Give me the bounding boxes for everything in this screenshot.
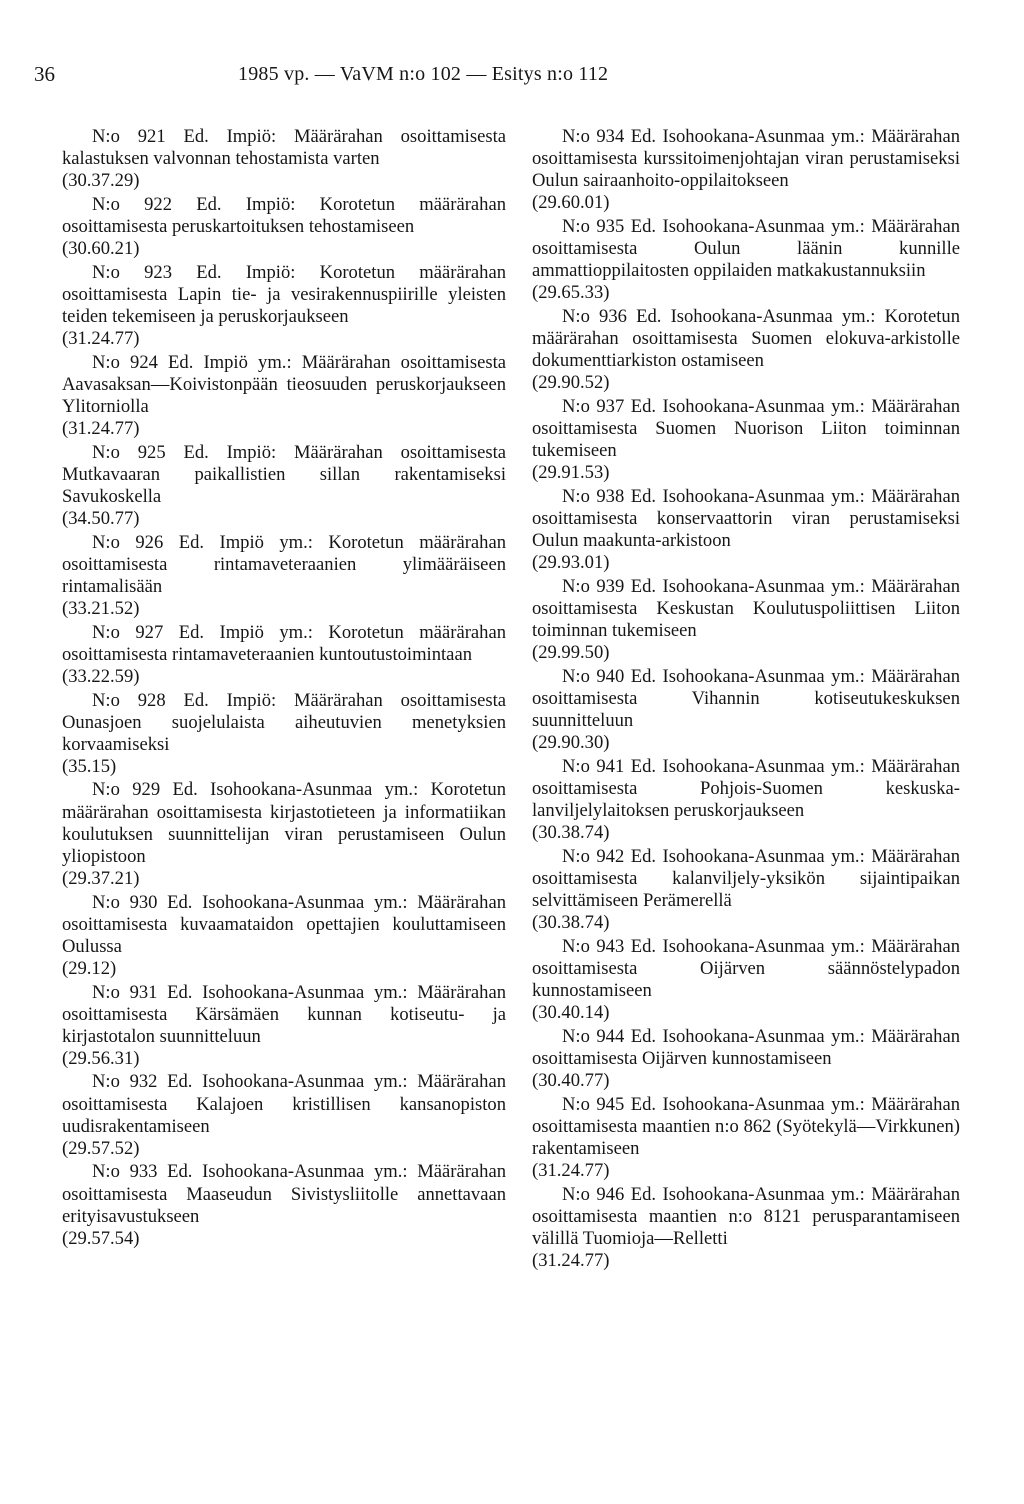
- entry-text: N:o 942 Ed. Isohookana-Asunmaa ym.: Määrärahan osoittamisesta kalanviljely-yksikön sijaintipaikan selvittämiseen Perämerellä: [532, 845, 960, 911]
- entry-930: [62, 892, 506, 980]
- entry-939: [532, 576, 960, 664]
- entry-text: N:o 928 Ed. Impiö: Määrärahan osoittamisesta Ounasjoen suojelulaista aiheutuvien menetyksien korvaamiseksi: [62, 689, 506, 755]
- entry-933: [62, 1161, 506, 1249]
- entry-945: [532, 1094, 960, 1182]
- entry-text: N:o 938 Ed. Isohookana-Asunmaa ym.: Määrärahan osoittamisesta konservaattorin viran perustamiseksi Oulun maakunta-arkistoon: [532, 485, 960, 552]
- entry-text: N:o 946 Ed. Isohookana-Asunmaa ym.: Määrärahan osoittamisesta maantien n:o 8121 perusparantamiseen välillä Tuomioja—Relletti: [532, 1183, 960, 1249]
- entry-text: N:o 922 Ed. Impiö: Korotetun määrärahan osoittamisesta peruskartoituksen tehostamiseen: [62, 193, 506, 237]
- entry-code: (30.38.74): [532, 822, 610, 844]
- entry-928: [62, 690, 506, 778]
- entry-926: [62, 532, 506, 620]
- entry-text: N:o 943 Ed. Isohookana-Asunmaa ym.: Määrärahan osoittamisesta Oijärven säännöstelypadon kunnostamiseen: [532, 935, 960, 1001]
- entry-code: (30.37.29): [62, 170, 140, 192]
- entry-code: (35.15): [62, 755, 117, 777]
- left-column: [62, 126, 506, 1251]
- entry-934: [532, 126, 960, 214]
- entry-code: (30.40.14): [532, 1002, 610, 1023]
- entry-937: [532, 396, 960, 484]
- entry-text: N:o 930 Ed. Isohookana-Asunmaa ym.: Määrärahan osoittamisesta kuvaamataidon opettajien kouluttamiseen Oulussa: [62, 891, 506, 957]
- entry-938: [532, 486, 960, 574]
- entry-942: [532, 846, 960, 934]
- entry-code: (29.57.54): [62, 1227, 140, 1249]
- entry-code: (29.90.52): [532, 372, 610, 394]
- entry-code: (29.37.21): [62, 867, 140, 889]
- entry-code: (31.24.77): [62, 418, 140, 439]
- entry-code: (31.24.77): [62, 328, 140, 350]
- entry-text: N:o 923 Ed. Impiö: Korotetun määrärahan osoittamisesta Lapin tie- ja vesirakennuspiirille yleisten teiden tekemiseen ja peruskorjaukseen: [62, 261, 506, 327]
- entry-text: N:o 935 Ed. Isohookana-Asunmaa ym.: Määrärahan osoittamisesta Oulun läänin kunnille ammattioppilaitosten oppilaiden matkakustannuksiin: [532, 215, 960, 282]
- entry-text: N:o 921 Ed. Impiö: Määrärahan osoittamisesta kalastuksen valvonnan tehostamista varten: [62, 126, 506, 170]
- entry-text: N:o 941 Ed. Isohookana-Asunmaa ym.: Määrärahan osoittamisesta Pohjois-Suomen keskuskalanviljelylaitoksen peruskorjaukseen: [532, 755, 960, 821]
- entry-code: (30.38.74): [532, 912, 610, 934]
- entry-text: N:o 934 Ed. Isohookana-Asunmaa ym.: Määrärahan osoittamisesta kurssitoimenjohtajan viran perustamiseksi Oulun sairaanhoito-oppilaitokseen: [532, 126, 960, 192]
- entry-text: N:o 937 Ed. Isohookana-Asunmaa ym.: Määrärahan osoittamisesta Suomen Nuorison Liiton toiminnan tukemiseen: [532, 395, 960, 462]
- entry-code: (33.22.59): [62, 665, 140, 687]
- entry-925: [62, 442, 506, 530]
- entry-946: [532, 1184, 960, 1272]
- right-column: [532, 126, 960, 1274]
- entry-code: (29.12): [62, 957, 117, 979]
- entry-code: (29.99.50): [532, 642, 610, 664]
- entry-text: N:o 939 Ed. Isohookana-Asunmaa ym.: Määrärahan osoittamisesta Keskustan Koulutuspoliittisen Liiton toiminnan tukemiseen: [532, 575, 960, 642]
- entry-941: [532, 756, 960, 844]
- entry-text: N:o 932 Ed. Isohookana-Asunmaa ym.: Määrärahan osoittamisesta Kalajoen kristillisen kansanopiston uudisrakentamiseen: [62, 1071, 506, 1137]
- entry-text: N:o 931 Ed. Isohookana-Asunmaa ym.: Määrärahan osoittamisesta Kärsämäen kunnan kotiseutu- ja kirjastotalon suunnitteluun: [62, 981, 506, 1047]
- entry-927: [62, 622, 506, 688]
- entry-code: (30.60.21): [62, 238, 140, 260]
- running-head: 1985 vp. — VaVM n:o 102 — Esitys n:o 112: [238, 63, 609, 85]
- entry-text: N:o 944 Ed. Isohookana-Asunmaa ym.: Määrärahan osoittamisesta Oijärven kunnostamiseen: [532, 1025, 960, 1069]
- entry-text: N:o 924 Ed. Impiö ym.: Määrärahan osoittamisesta Aavasaksan—Koivistonpään tieosuuden peruskorjaukseen Ylitorniolla: [62, 351, 506, 417]
- entry-text: N:o 936 Ed. Isohookana-Asunmaa ym.: Korotetun määrärahan osoittamisesta Suomen elokuva-arkistolle dokumenttiarkiston ostamiseen: [532, 305, 960, 372]
- entry-931: [62, 982, 506, 1070]
- entry-943: [532, 936, 960, 1024]
- entry-code: (31.24.77): [532, 1159, 610, 1181]
- entry-922: [62, 194, 506, 260]
- entry-code: (29.60.01): [532, 192, 610, 214]
- entry-944: [532, 1026, 960, 1092]
- entry-code: (33.21.52): [62, 597, 140, 619]
- entry-text: N:o 927 Ed. Impiö ym.: Korotetun määrärahan osoittamisesta rintamaveteraanien kuntoutustoimintaan: [62, 621, 506, 665]
- entry-929: [62, 779, 506, 889]
- entry-code: (29.93.01): [532, 552, 610, 574]
- entry-940: [532, 666, 960, 754]
- entry-text: N:o 925 Ed. Impiö: Määrärahan osoittamisesta Mutkavaaran paikallistien sillan rakentamiseksi Savukoskella: [62, 441, 506, 507]
- entry-code: (30.40.77): [532, 1069, 610, 1091]
- entry-936: [532, 306, 960, 394]
- entry-932: [62, 1071, 506, 1159]
- entry-code: (29.57.52): [62, 1137, 140, 1159]
- entry-text: N:o 933 Ed. Isohookana-Asunmaa ym.: Määrärahan osoittamisesta Maaseudun Sivistysliitolle annettavaan erityisavustukseen: [62, 1161, 506, 1227]
- entry-code: (31.24.77): [532, 1249, 610, 1271]
- entry-code: (34.50.77): [62, 507, 140, 529]
- entry-924: [62, 352, 506, 440]
- page-number: 36: [34, 62, 55, 86]
- entry-text: N:o 929 Ed. Isohookana-Asunmaa ym.: Korotetun määrärahan osoittamisesta kirjastotieteen ja informatiikan koulutuksen suunnittelijan viran perustamiseen Oulun yliopistoon: [62, 779, 506, 867]
- entry-923: [62, 262, 506, 350]
- entry-text: N:o 945 Ed. Isohookana-Asunmaa ym.: Määrärahan osoittamisesta maantien n:o 862 (Syötekylä—Virkkunen) rakentamiseen: [532, 1093, 960, 1159]
- entry-text: N:o 926 Ed. Impiö ym.: Korotetun määrärahan osoittamisesta rintamaveteraanien ylimääräiseen rintamalisään: [62, 531, 506, 597]
- entry-code: (29.65.33): [532, 282, 610, 304]
- entry-code: (29.90.30): [532, 732, 610, 754]
- entry-921: [62, 126, 506, 192]
- entry-code: (29.91.53): [532, 462, 610, 484]
- entry-text: N:o 940 Ed. Isohookana-Asunmaa ym.: Määrärahan osoittamisesta Vihannin kotiseutukeskuksen suunnitteluun: [532, 665, 960, 731]
- entry-935: [532, 216, 960, 304]
- entry-code: (29.56.31): [62, 1047, 140, 1069]
